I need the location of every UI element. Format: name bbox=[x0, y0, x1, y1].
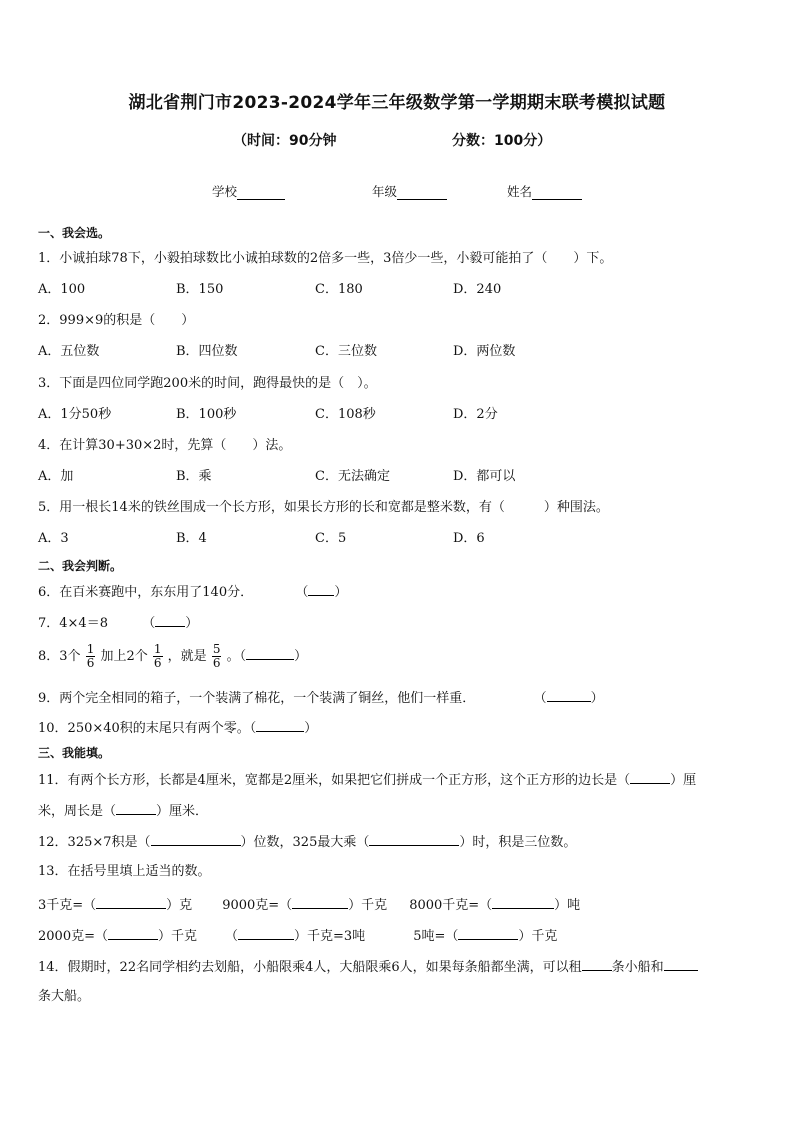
section-fill-heading: 三、我能填。 bbox=[38, 746, 111, 760]
grade-field bbox=[372, 182, 447, 200]
question-14-line-1 bbox=[38, 958, 698, 976]
q3-option-b[interactable]: B．100秒 bbox=[176, 407, 237, 422]
q2-option-c[interactable]: C．三位数 bbox=[315, 344, 377, 359]
q8-fraction-1-numerator: 1 bbox=[86, 642, 95, 656]
q1-option-c[interactable]: C．180 bbox=[315, 282, 363, 297]
q8-part-1: 8．3个 bbox=[38, 649, 81, 664]
q12-digits-blank[interactable] bbox=[151, 833, 241, 846]
q14-line-1-text: 14．假期时，22名同学相约去划船，小船限乘4人，大船限乘6人，如果每条船都坐满，可以租 bbox=[38, 960, 582, 975]
q6-stem: 6．在百米赛跑中，东东用了140分． bbox=[38, 585, 254, 600]
q8-fraction-3-denominator: 6 bbox=[212, 656, 221, 670]
grade-blank[interactable] bbox=[397, 186, 447, 200]
q13-r1-e: 8000千克=（ bbox=[409, 898, 493, 913]
school-field bbox=[212, 182, 285, 200]
q9-stem: 9．两个完全相同的箱子，一个装满了棉花，一个装满了铜丝，他们一样重． bbox=[38, 691, 476, 706]
q12-part-b: ）位数，325最大乘（ bbox=[240, 835, 370, 850]
q14-line-1-mid: 条小船和 bbox=[611, 960, 664, 975]
name-blank[interactable] bbox=[532, 186, 582, 200]
q13-r2-b: ）千克 bbox=[157, 929, 197, 944]
q11-side-blank[interactable] bbox=[630, 771, 670, 784]
q13-r2-blank-2[interactable] bbox=[238, 927, 294, 940]
q3-option-c[interactable]: C．108秒 bbox=[315, 407, 376, 422]
q7-stem: 7．4×4＝8 bbox=[38, 616, 108, 631]
question-13-row-1 bbox=[38, 896, 580, 914]
q13-r1-f: ）吨 bbox=[554, 898, 581, 913]
q1-option-a[interactable]: A．100 bbox=[38, 282, 86, 297]
section-judge-heading: 二、我会判断。 bbox=[38, 559, 123, 573]
q13-r1-c: 9000克=（ bbox=[222, 898, 293, 913]
name-field bbox=[507, 182, 582, 200]
school-label: 学校 bbox=[212, 184, 238, 199]
q13-r2-d: ）千克=3吨 bbox=[294, 929, 366, 944]
q4-option-c[interactable]: C．无法确定 bbox=[315, 469, 390, 484]
q13-r2-c: （ bbox=[225, 929, 239, 944]
q5-option-c[interactable]: C．5 bbox=[315, 531, 347, 546]
exam-score: 分数：100分） bbox=[452, 133, 552, 149]
q8-fraction-1-denominator: 6 bbox=[86, 656, 95, 670]
question-9 bbox=[38, 689, 604, 707]
q8-part-2: 加上2个 bbox=[100, 649, 148, 664]
q5-option-d[interactable]: D．6 bbox=[453, 531, 485, 546]
q6-answer-blank[interactable] bbox=[308, 583, 334, 596]
question-4-stem: 4．在计算30+30×2时，先算（ ）法。 bbox=[38, 438, 292, 453]
q2-option-d[interactable]: D．两位数 bbox=[453, 344, 516, 359]
q12-part-a: 12．325×7积是（ bbox=[38, 835, 151, 850]
q10-stem: 10．250×40积的末尾只有两个零。（ bbox=[38, 721, 257, 736]
q8-fraction-3 bbox=[212, 643, 222, 670]
question-14-line-2: 条大船。 bbox=[38, 989, 91, 1004]
question-11-line-2 bbox=[38, 802, 208, 820]
q12-part-c: ）时，积是三位数。 bbox=[459, 835, 577, 850]
q3-option-a[interactable]: A．1分50秒 bbox=[38, 407, 112, 422]
q13-r2-blank-3[interactable] bbox=[458, 927, 518, 940]
q14-big-boat-blank[interactable] bbox=[664, 958, 698, 971]
q11-line-1-text: 11．有两个长方形，长都是4厘米，宽都是2厘米，如果把它们拼成一个正方形，这个正方形的边长是（ bbox=[38, 773, 631, 788]
q7-close-paren: ） bbox=[185, 616, 199, 631]
q13-r1-blank-3[interactable] bbox=[492, 896, 554, 909]
q4-option-b[interactable]: B．乘 bbox=[176, 469, 212, 484]
exam-title: 湖北省荆门市2023-2024学年三年级数学第一学期期末联考模拟试题 bbox=[128, 93, 666, 113]
q8-fraction-2-denominator: 6 bbox=[153, 656, 162, 670]
name-label: 姓名 bbox=[507, 184, 533, 199]
section-choice-heading: 一、我会选。 bbox=[38, 226, 111, 240]
q11-line-1-end: ）厘 bbox=[670, 773, 697, 788]
q11-line-2-end: ）厘米． bbox=[156, 804, 209, 819]
q8-fraction-3-numerator: 5 bbox=[212, 642, 221, 656]
q8-part-4: 。（ bbox=[226, 649, 247, 664]
q2-option-b[interactable]: B．四位数 bbox=[176, 344, 238, 359]
q9-close-paren: ） bbox=[590, 691, 604, 706]
question-11-line-1 bbox=[38, 771, 696, 789]
q13-r1-d: ）千克 bbox=[348, 898, 388, 913]
q8-fraction-2-numerator: 1 bbox=[153, 642, 162, 656]
q12-max-multiplier-blank[interactable] bbox=[369, 833, 459, 846]
q13-r2-a: 2000克=（ bbox=[38, 929, 108, 944]
q9-answer-blank[interactable] bbox=[547, 689, 591, 702]
q11-perimeter-blank[interactable] bbox=[116, 802, 156, 815]
q8-fraction-2 bbox=[153, 643, 163, 670]
question-13-stem: 13．在括号里填上适当的数。 bbox=[38, 864, 211, 879]
question-1-stem: 1．小诚拍球78下，小毅拍球数比小诚拍球数的2倍多一些，3倍少一些，小毅可能拍了（ ）下。 bbox=[38, 251, 613, 266]
q13-r2-f: ）千克 bbox=[518, 929, 558, 944]
q13-r1-blank-1[interactable] bbox=[96, 896, 166, 909]
exam-time: （时间：90分钟 bbox=[233, 133, 337, 149]
q4-option-d[interactable]: D．都可以 bbox=[453, 469, 516, 484]
school-blank[interactable] bbox=[237, 186, 285, 200]
q8-close-paren: ） bbox=[294, 649, 308, 664]
question-13-row-2 bbox=[38, 927, 557, 945]
q5-option-a[interactable]: A．3 bbox=[38, 531, 69, 546]
q6-close-paren: ） bbox=[334, 585, 348, 600]
q13-r1-blank-2[interactable] bbox=[292, 896, 348, 909]
question-10 bbox=[38, 719, 317, 737]
grade-label: 年级 bbox=[372, 184, 398, 199]
q13-r1-a: 3千克=（ bbox=[38, 898, 97, 913]
question-2-stem: 2．999×9的积是（ ） bbox=[38, 313, 195, 328]
q5-option-b[interactable]: B．4 bbox=[176, 531, 207, 546]
question-12 bbox=[38, 833, 576, 851]
q11-line-2-text: 米，周长是（ bbox=[38, 804, 117, 819]
question-6 bbox=[38, 583, 347, 601]
q10-answer-blank[interactable] bbox=[256, 719, 304, 732]
q1-option-d[interactable]: D．240 bbox=[453, 282, 502, 297]
q14-small-boat-blank[interactable] bbox=[582, 958, 612, 971]
question-7 bbox=[38, 614, 198, 632]
q13-r2-blank-1[interactable] bbox=[108, 927, 158, 940]
q8-fraction-1 bbox=[86, 643, 96, 670]
q3-option-d[interactable]: D．2分 bbox=[453, 407, 498, 422]
q8-part-3: ，就是 bbox=[167, 649, 207, 664]
q7-answer-blank[interactable] bbox=[155, 614, 185, 627]
q2-option-a[interactable]: A．五位数 bbox=[38, 344, 100, 359]
question-5-stem: 5．用一根长14米的铁丝围成一个长方形，如果长方形的长和宽都是整米数，有（ ）种围法。 bbox=[38, 500, 609, 515]
q10-close-paren: ） bbox=[304, 721, 318, 736]
q9-open-paren: （ bbox=[533, 691, 547, 706]
q6-open-paren: （ bbox=[295, 585, 309, 600]
q4-option-a[interactable]: A．加 bbox=[38, 469, 74, 484]
q7-open-paren: （ bbox=[142, 616, 156, 631]
q8-answer-blank[interactable] bbox=[246, 647, 294, 660]
q1-option-b[interactable]: B．150 bbox=[176, 282, 224, 297]
q13-r2-e: 5吨=（ bbox=[413, 929, 459, 944]
q13-r1-b: ）克 bbox=[166, 898, 193, 913]
question-8 bbox=[38, 642, 307, 672]
question-3-stem: 3．下面是四位同学跑200米的时间，跑得最快的是（ ）。 bbox=[38, 376, 377, 391]
